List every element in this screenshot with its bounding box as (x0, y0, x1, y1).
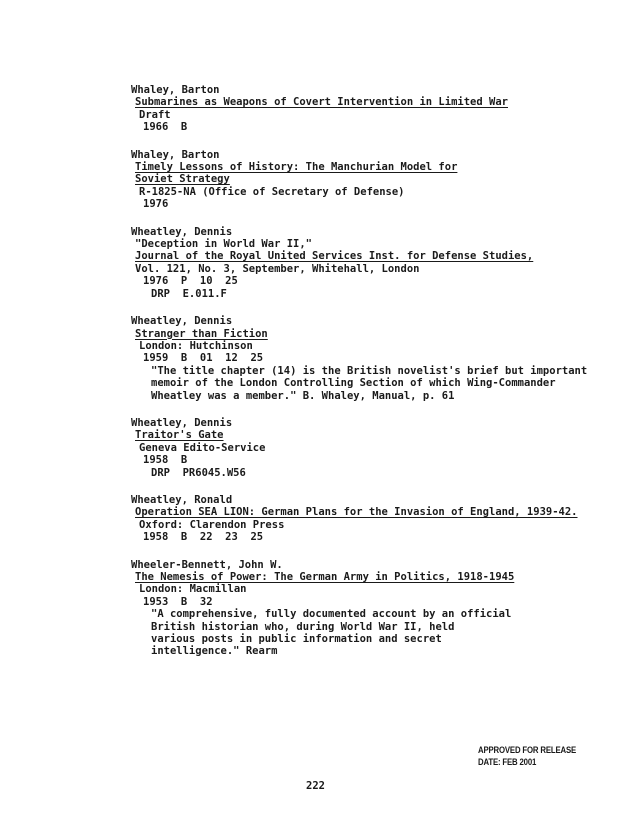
bibliography-entry (131, 315, 601, 402)
entry-author: Wheatley, Dennis (131, 416, 233, 429)
release-stamp-line1: APPROVED FOR RELEASE (478, 745, 577, 756)
entry-annotation: memoir of the London Controlling Section of which Wing-Commander (151, 377, 556, 390)
entry-title-text: Traitor's Gate (135, 429, 224, 442)
entry-title (131, 506, 601, 518)
entry-annotation: various posts in public information and secret (151, 633, 442, 646)
bibliography-entry (131, 494, 601, 544)
entry-detail: DRP PR6045.W56 (151, 466, 246, 479)
entry-author: Wheatley, Dennis (131, 315, 233, 328)
entry-detail: DRP E.011.F (151, 287, 227, 300)
bibliography-list (131, 84, 601, 673)
entry-title-text: Timely Lessons of History: The Manchurian Model for (135, 161, 458, 174)
entry-annotation: "A comprehensive, fully documented account by an official (151, 608, 512, 621)
entry-author: Whaley, Barton (131, 84, 220, 96)
entry-detail (131, 250, 601, 262)
entry-annotation: British historian who, during World War II, held (151, 620, 455, 633)
entry-journal-title: Journal of the Royal United Services Inst. for Defense Studies, (135, 250, 534, 263)
entry-title (131, 161, 601, 173)
entry-author: Whaley, Barton (131, 148, 220, 161)
entry-title (131, 328, 601, 340)
entry-detail: 1966 B (143, 121, 188, 134)
entry-detail: Oxford: Clarendon Press (139, 518, 285, 531)
entry-title-text: The Nemesis of Power: The German Army in Politics, 1918-1945 (135, 571, 515, 583)
entry-detail: 1976 P 10 25 (143, 275, 238, 288)
entry-title (131, 173, 601, 185)
entry-annotation: Wheatley was a member." B. Whaley, Manual, p. 61 (151, 389, 455, 402)
entry-title (131, 571, 601, 583)
bibliography-entry (131, 149, 601, 211)
entry-title-text: Soviet Strategy (135, 173, 230, 186)
entry-title-text: Stranger than Fiction (135, 327, 268, 340)
entry-detail: R-1825-NA (Office of Secretary of Defense) (139, 185, 405, 198)
entry-title (131, 429, 601, 441)
release-stamp-line2: DATE: FEB 2001 (478, 757, 537, 768)
bibliography-entry (131, 226, 601, 300)
release-stamp (478, 745, 576, 769)
entry-author: Wheatley, Dennis (131, 225, 233, 238)
entry-annotation: "The title chapter (14) is the British novelist's brief but important (151, 364, 588, 377)
entry-detail: London: Hutchinson (139, 339, 253, 352)
entry-detail: Draft (139, 108, 171, 121)
entry-detail: London: Macmillan (139, 583, 247, 596)
entry-detail: Geneva Edito-Service (139, 441, 266, 454)
entry-annotation: intelligence." Rearm (151, 645, 278, 658)
bibliography-entry (131, 84, 601, 134)
entry-title-text: Operation SEA LION: German Plans for the Invasion of England, 1939-42. (135, 506, 578, 519)
entry-detail: 1953 B 32 (143, 595, 213, 608)
entry-author: Wheeler-Bennett, John W. (131, 558, 283, 571)
page-number: 222 (306, 780, 325, 792)
entry-detail: 1976 (143, 198, 169, 211)
entry-detail: Vol. 121, No. 3, September, Whitehall, London (135, 262, 420, 275)
bibliography-entry (131, 417, 601, 479)
entry-detail: 1958 B 22 23 25 (143, 531, 264, 544)
entry-detail: 1958 B (143, 454, 188, 467)
entry-detail: "Deception in World War II," (135, 238, 313, 251)
entry-title-text: Submarines as Weapons of Covert Intervention in Limited War (135, 96, 508, 109)
bibliography-entry (131, 559, 601, 658)
entry-title (131, 96, 601, 108)
entry-detail: 1959 B 01 12 25 (143, 352, 264, 365)
entry-author: Wheatley, Ronald (131, 493, 233, 506)
